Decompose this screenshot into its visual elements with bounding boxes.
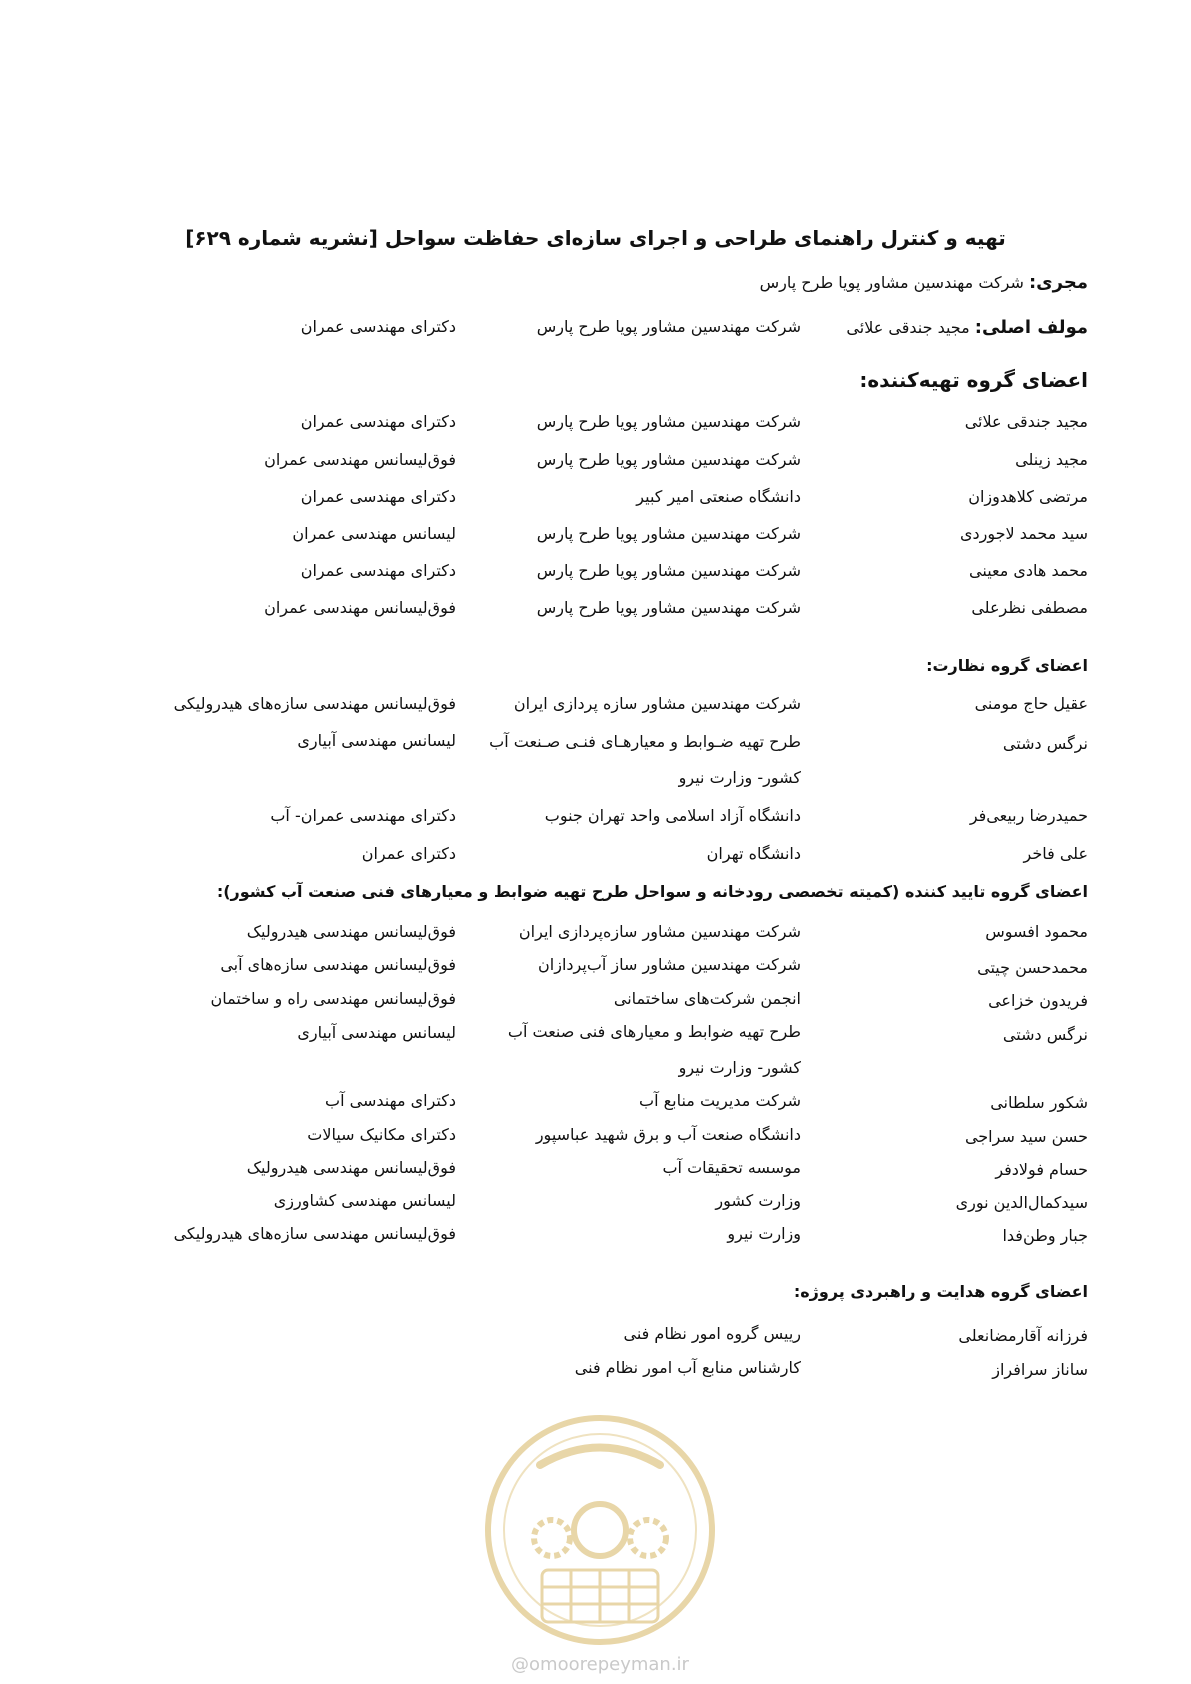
member-org: شرکت مهندسین مشاور سازه‌پردازی ایران: [518, 922, 801, 941]
guidance-group-heading: اعضای گروه هدایت و راهبردی پروژه:: [793, 1282, 1088, 1301]
member-name: حسن سید سراجی: [964, 1127, 1088, 1146]
member-org: وزارت نیرو: [727, 1224, 801, 1243]
member-name: جبار وطن‌فدا: [1002, 1226, 1088, 1245]
member-degree: لیسانس مهندسی کشاورزی: [273, 1191, 456, 1210]
member-org: شرکت مهندسین مشاور پویا طرح پارس: [536, 561, 801, 580]
member-name: مجید جندقی علائی: [964, 412, 1088, 431]
member-org: دانشگاه صنعت آب و برق شهید عباسپور: [535, 1125, 801, 1144]
member-name: عقیل حاج مومنی: [974, 694, 1088, 713]
member-degree: دکترای مهندسی عمران: [300, 412, 456, 431]
member-name: فریدون خزاعی: [988, 991, 1088, 1010]
member-name: مرتضی کلاهدوزان: [968, 487, 1088, 506]
member-org: انجمن شرکت‌های ساختمانی: [613, 989, 801, 1008]
page-title: تهیه و کنترل راهنمای طراحی و اجرای سازه‌ای حفاظت سواحل [نشریه شماره ۶۲۹]: [185, 226, 1006, 250]
member-name: حسام فولادفر: [995, 1160, 1088, 1179]
member-org: شرکت مهندسین مشاور پویا طرح پارس: [536, 524, 801, 543]
member-degree: فوق‌لیسانس مهندسی سازه‌های هیدرولیکی: [173, 1224, 456, 1243]
member-org: طرح تهیه ضوابط و معیارهای فنی صنعت آب کشور- وزارت نیرو: [507, 1022, 801, 1077]
member-org: طرح تهیه ضـوابط و معیارهـای فنـی صـنعت آب کشور- وزارت نیرو: [489, 732, 801, 787]
member-name: شکور سلطانی: [990, 1093, 1088, 1112]
member-name: سیدکمال‌الدین نوری: [955, 1193, 1088, 1212]
member-degree: لیسانس مهندسی آبیاری: [297, 731, 456, 750]
member-org: شرکت مهندسین مشاور پویا طرح پارس: [536, 598, 801, 617]
executor-line: [760, 272, 1088, 293]
supervision-group-heading: اعضای گروه نظارت:: [926, 656, 1088, 675]
member-org: شرکت مهندسین مشاور ساز آب‌پردازان: [538, 955, 801, 974]
member-degree: دکترای مهندسی عمران: [300, 487, 456, 506]
member-name: مصطفی نظرعلی: [971, 598, 1088, 617]
member-org: موسسه تحقیقات آب: [662, 1158, 801, 1177]
member-name: نرگس دشتی: [1002, 734, 1088, 753]
member-org: وزارت کشور: [715, 1191, 801, 1210]
author-label: مولف اصلی:: [974, 317, 1088, 338]
member-name: حمیدرضا ربیعی‌فر: [969, 806, 1088, 825]
member-org: شرکت مهندسین مشاور پویا طرح پارس: [536, 412, 801, 431]
author-degree: دکترای مهندسی عمران: [300, 317, 456, 336]
at-icon: @: [511, 1654, 530, 1675]
member-org: دانشگاه آزاد اسلامی واحد تهران جنوب: [544, 806, 801, 825]
member-degree: دکترای عمران: [361, 844, 456, 863]
member-degree: دکترای مهندسی آب: [325, 1091, 456, 1110]
executor-value: شرکت مهندسین مشاور پویا طرح پارس: [759, 273, 1024, 292]
member-degree: لیسانس مهندسی عمران: [292, 524, 456, 543]
member-name: فرزانه آقارمضانعلی: [958, 1326, 1088, 1345]
member-org: شرکت مهندسین مشاور سازه پردازی ایران: [513, 694, 801, 713]
member-name: محمدحسن چیتی: [977, 958, 1088, 977]
member-degree: دکترای مهندسی عمران- آب: [270, 806, 456, 825]
member-degree: فوق‌لیسانس مهندسی راه و ساختمان: [210, 989, 456, 1008]
member-name: مجید زینلی: [1015, 450, 1088, 469]
member-org: دانشگاه تهران: [706, 844, 801, 863]
member-name: نرگس دشتی: [1002, 1025, 1088, 1044]
member-name: ساناز سرافراز: [992, 1360, 1088, 1379]
approval-group-heading: اعضای گروه تایید کننده (کمیته تخصصی رودخانه و سواحل طرح تهیه ضوابط و معیارهای فنی صنعت آب کشور):: [216, 882, 1088, 901]
author-line: [846, 317, 1088, 338]
member-degree: فوق‌لیسانس مهندسی هیدرولیک: [246, 1158, 456, 1177]
seal-watermark-icon: [480, 1410, 720, 1650]
prep-group-heading: اعضای گروه تهیه‌کننده:: [859, 368, 1088, 392]
member-degree: دکترای مهندسی عمران: [300, 561, 456, 580]
member-role: کارشناس منابع آب امور نظام فنی: [574, 1358, 801, 1377]
member-name: محمد هادی معینی: [969, 561, 1088, 580]
member-degree: فوق‌لیسانس مهندسی سازه‌های آبی: [220, 955, 456, 974]
watermark-url: @omoorepeyman.ir: [511, 1654, 689, 1675]
executor-label: مجری:: [1028, 272, 1088, 293]
member-degree: فوق‌لیسانس مهندسی عمران: [264, 598, 456, 617]
member-name: علی فاخر: [1023, 844, 1088, 863]
member-org: شرکت مهندسین مشاور پویا طرح پارس: [536, 450, 801, 469]
member-degree: فوق‌لیسانس مهندسی هیدرولیک: [246, 922, 456, 941]
member-org: دانشگاه صنعتی امیر کبیر: [636, 487, 801, 506]
member-degree: دکترای مکانیک سیالات: [307, 1125, 456, 1144]
member-degree: لیسانس مهندسی آبیاری: [297, 1023, 456, 1042]
member-name: محمود افسوس: [985, 922, 1088, 941]
member-degree: فوق‌لیسانس مهندسی عمران: [264, 450, 456, 469]
member-name: سید محمد لاجوردی: [959, 524, 1088, 543]
member-org: شرکت مدیریت منابع آب: [639, 1091, 801, 1110]
author-org: شرکت مهندسین مشاور پویا طرح پارس: [536, 317, 801, 336]
author-name: مجید جندقی علائی: [846, 318, 970, 337]
member-degree: فوق‌لیسانس مهندسی سازه‌های هیدرولیکی: [173, 694, 456, 713]
member-role: رییس گروه امور نظام فنی: [623, 1324, 801, 1343]
